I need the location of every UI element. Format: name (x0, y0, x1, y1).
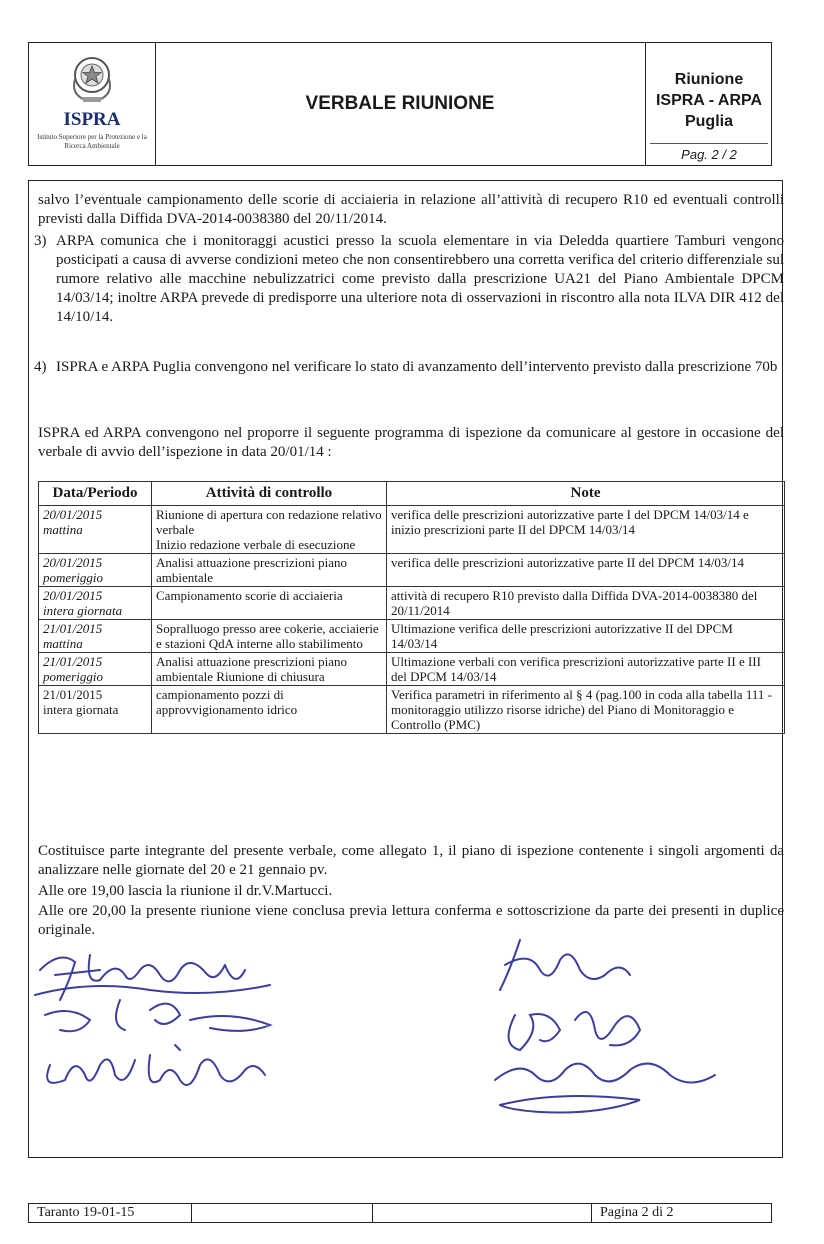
meeting-line-3: Puglia (684, 113, 733, 130)
footer-place-date: Taranto 19-01-15 (29, 1204, 192, 1222)
list-item-text: ISPRA e ARPA Puglia convengono nel verificare lo stato di avanzamento dell’intervento previsto dalla prescrizione 70b (56, 359, 778, 375)
date: 21/01/2015 (43, 687, 103, 702)
cell-note: Ultimazione verifica delle prescrizioni autorizzative II del DPCM 14/03/14 (387, 620, 785, 653)
list-item-4 (34, 358, 784, 377)
signature-scribble (500, 940, 630, 990)
activity: Riunione di apertura con redazione relativo verbale Inizio redazione verbale di esecuzione (156, 507, 382, 552)
meeting-line-2: ISPRA - ARPA (655, 92, 763, 109)
cell-date (39, 587, 152, 620)
closing-paragraph-3: Alle ore 20,00 la presente riunione viene conclusa previa lettura conferma e sottoscrizione da parte dei presenti in duplice originale. (38, 903, 784, 938)
list-item-number: 4) (34, 359, 47, 375)
col-header-note: Note (387, 482, 785, 506)
document-header (28, 42, 772, 166)
table-row (39, 554, 785, 587)
signature-scribble (175, 1045, 180, 1050)
inspection-program-table (38, 481, 785, 734)
cell-activity: campionamento pozzi di approvvigionamento idrico (152, 686, 387, 734)
cell-note: Verifica parametri in riferimento al § 4 (pag.100 in coda alla tabella 111 - monitoraggio utilizzo risorse idriche) del Piano di Monitoraggio e Controllo (PMC) (387, 686, 785, 734)
closing-paragraph-2: Alle ore 19,00 lascia la riunione il dr.V.Martucci. (38, 883, 333, 899)
signatures-left (30, 940, 300, 1110)
period: intera giornata (43, 603, 123, 618)
table-row (39, 587, 785, 620)
cell-date (39, 686, 152, 734)
cell-date (39, 653, 152, 686)
cell-activity: Sopralluogo presso aree cokerie, acciaierie e stazioni QdA interne allo stabilimento (152, 620, 387, 653)
col-header-date: Data/Periodo (39, 482, 152, 506)
org-subtitle: Istituto Superiore per la Protezione e la Ricerca Ambientale (37, 133, 147, 150)
period: intera giornata (43, 702, 119, 717)
period: mattina (43, 636, 83, 651)
cell-date (39, 620, 152, 653)
date: 20/01/2015 (43, 588, 103, 603)
table-row (39, 620, 785, 653)
signature-scribble (45, 1000, 270, 1031)
signature-scribble (35, 985, 270, 995)
cell-activity: Analisi attuazione prescrizioni piano ambientale Riunione di chiusura (152, 653, 387, 686)
list-item-number: 3) (34, 233, 47, 249)
period: pomeriggio (43, 570, 103, 585)
cell-note: verifica delle prescrizioni autorizzative parte I del DPCM 14/03/14 e inizio prescrizioni parte II del DPCM 14/03/14 (387, 506, 785, 554)
logo-cell (29, 43, 156, 165)
closing-paragraph-1: Costituisce parte integrante del presente verbale, come allegato 1, il piano di ispezione contenente i singoli argomenti da analizzare nelle giornate del 20 e 21 gennaio pv. (38, 843, 784, 878)
cell-date (39, 554, 152, 587)
cell-date (39, 506, 152, 554)
footer-blank-cell (373, 1204, 592, 1222)
document-footer (28, 1203, 772, 1223)
date: 20/01/2015 (43, 507, 103, 522)
table-row (39, 653, 785, 686)
org-name: ISPRA (63, 109, 121, 130)
period: mattina (43, 522, 83, 537)
cell-note: Ultimazione verbali con verifica prescrizioni autorizzative parte II e III del DPCM 14/03/14 (387, 653, 785, 686)
doc-title: VERBALE RIUNIONE (155, 43, 646, 165)
date: 20/01/2015 (43, 555, 103, 570)
republic-emblem-icon (69, 53, 115, 105)
date: 21/01/2015 (43, 621, 103, 636)
cell-note: attività di recupero R10 previsto dalla Diffida DVA-2014-0038380 del 20/11/2014 (387, 587, 785, 620)
signature-scribble (500, 1096, 640, 1113)
cell-note: verifica delle prescrizioni autorizzative parte II del DPCM 14/03/14 (387, 554, 785, 587)
signature-scribble (47, 1055, 265, 1085)
cell-activity: Campionamento scorie di acciaieria (152, 587, 387, 620)
table-row (39, 506, 785, 554)
col-header-activity: Attività di controllo (152, 482, 387, 506)
footer-blank-cell (192, 1204, 373, 1222)
period: pomeriggio (43, 669, 103, 684)
header-page-label: Pag. 2 / 2 (681, 147, 737, 162)
date: 21/01/2015 (43, 654, 103, 669)
list-item-3 (34, 232, 784, 327)
program-paragraph: ISPRA ed ARPA convengono nel proporre il seguente programma di ispezione da comunicare al gestore in occasione del verbale di avvio dell’ispezione in data 20/01/14 : (38, 425, 784, 460)
signature-scribble (509, 1012, 640, 1050)
table-header-row (39, 482, 785, 506)
signature-scribble (495, 1064, 715, 1083)
list-item-text: ARPA comunica che i monitoraggi acustici presso la scuola elementare in via Deledda quartiere Tamburi vengono posticipati a causa di avverse condizioni meteo che non consentirebbero una corretta verifica del criterio differenziale sul rumore relativo alle macchine nebulizzatrici come previsto dalla prescrizione UA21 del Piano Ambientale DPCM 14/03/14; inoltre ARPA prevede di predisporre una ulteriore nota di osservazioni in riscontro alla nota ILVA DIR 412 del 14/10/14. (56, 233, 784, 325)
footer-page-label: Pagina 2 di 2 (600, 1205, 674, 1220)
intro-paragraph: salvo l’eventuale campionamento delle scorie di acciaieria in relazione all’attività di recupero R10 ed eventuali controlli previsti dalla Diffida DVA-2014-0038380 del 20/11/2014. (38, 192, 784, 227)
signatures-right (480, 930, 730, 1130)
meeting-title (646, 69, 772, 132)
meeting-meta (646, 43, 772, 165)
table-row (39, 686, 785, 734)
meeting-line-1: Riunione (674, 71, 744, 88)
meta-divider (650, 143, 768, 144)
cell-activity (152, 506, 387, 554)
cell-activity: Analisi attuazione prescrizioni piano ambientale (152, 554, 387, 587)
